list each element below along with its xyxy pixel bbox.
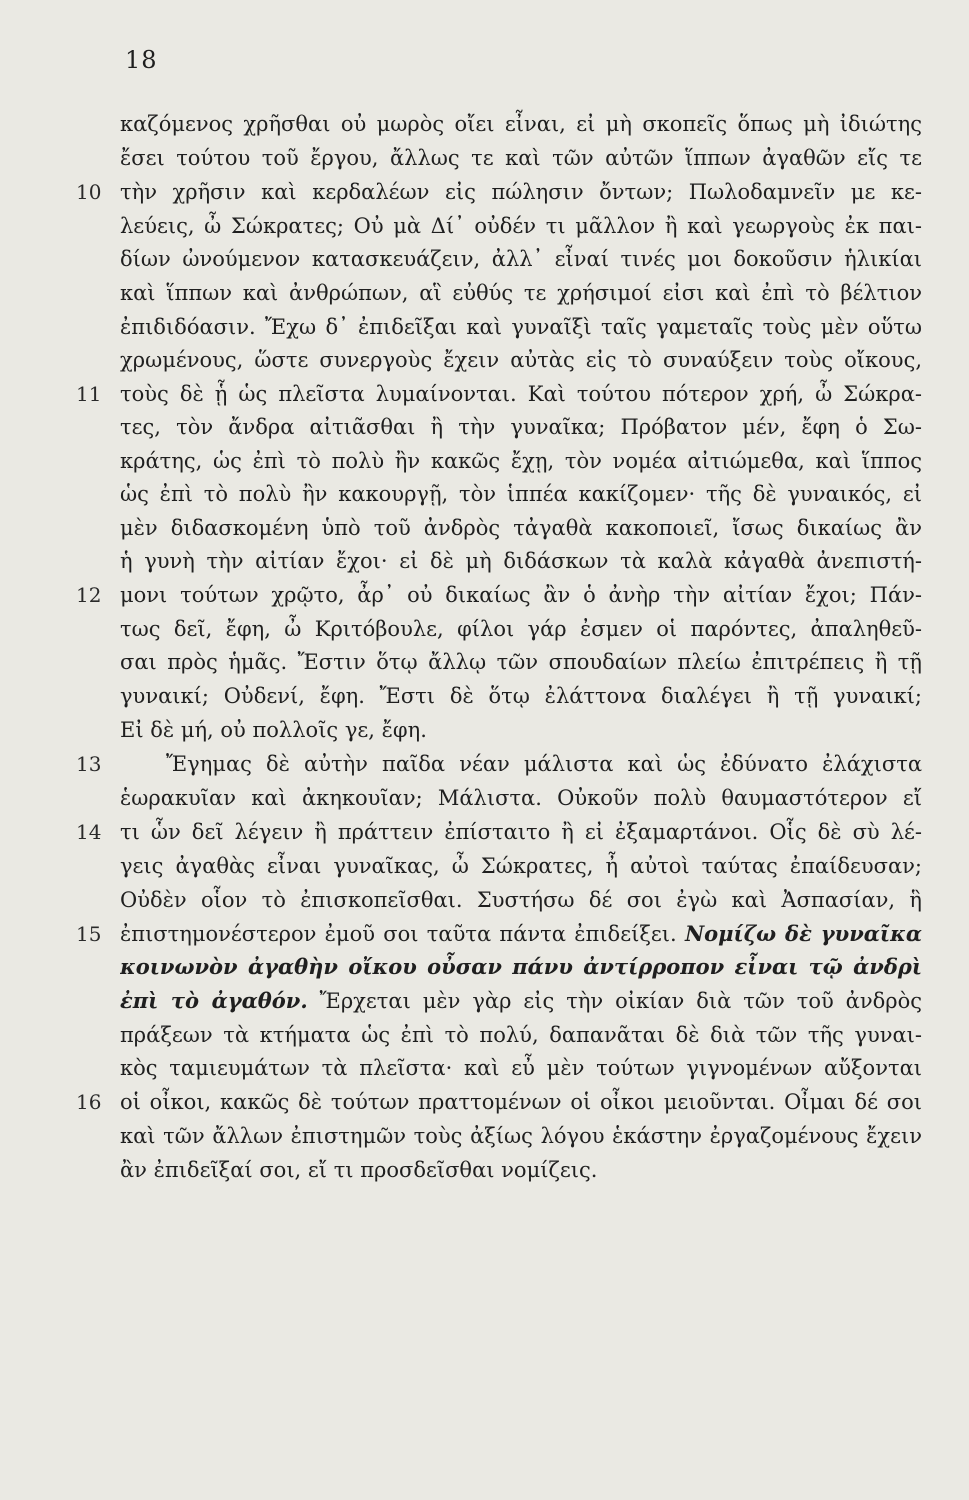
text-line: χρωμένους, ὥστε συνεργοὺς ἔχειν αὐτὰς εἰς τὸ συναύξειν τοὺς οἴκους, [120,348,922,372]
section-number: 12 [76,583,102,607]
text-run: ἐπιστημονέστερον ἐμοῦ σοι ταῦτα πάντα ἐπιδείξει. [120,922,677,946]
text-line: ἑωρακυῖαν καὶ ἀκηκουῖαν; Μάλιστα. Οὐκοῦν πολὺ θαυμαστότερον εἴ [120,786,922,810]
text-line: κράτης, ὡς ἐπὶ τὸ πολὺ ἢν κακῶς ἔχῃ, τὸν νομέα αἰτιώμεθα, καὶ ἵππος [120,449,922,473]
text-line [120,984,922,1018]
text-line [120,950,922,984]
section-number: 15 [76,922,102,946]
text-line: γυναικί; Οὐδενί, ἔφη. Ἔστι δὲ ὅτῳ ἐλάττονα διαλέγει ἢ τῇ γυναικί; [120,684,922,708]
text-line: Ἔγημας δὲ αὐτὴν παῖδα νέαν μάλιστα καὶ ὡς ἐδύνατο ἐλάχιστα [166,752,922,776]
section-number: 10 [76,180,102,204]
text-line: τες, τὸν ἄνδρα αἰτιᾶσθαι ἢ τὴν γυναῖκα; Πρόβατον μέν, ἔφη ὁ Σω- [120,415,922,439]
text-line: καὶ ἵππων καὶ ἀνθρώπων, αἳ εὐθύς τε χρήσιμοί εἰσι καὶ ἐπὶ τὸ βέλτιον [120,281,922,305]
text-line: ὡς ἐπὶ τὸ πολὺ ἢν κακουργῇ, τὸν ἱππέα κακίζομεν· τῆς δὲ γυναικός, εἰ [120,482,922,506]
text-line: ἐπιδιδόασιν. Ἔχω δ᾽ ἐπιδεῖξαι καὶ γυναῖξὶ ταῖς γαμεταῖς τοὺς μὲν οὕτω [120,315,922,339]
text-line: Εἰ δὲ μή, οὐ πολλοῖς γε, ἔφη. [120,718,427,742]
text-line: τοὺς δὲ ᾗ ὡς πλεῖστα λυμαίνονται. Καὶ τούτου πότερον χρή, ὦ Σώκρα- [120,382,922,406]
emphasized-text: Νομίζω δὲ γυναῖκα [684,921,922,946]
text-line: σαι πρὸς ἡμᾶς. Ἔστιν ὅτῳ ἄλλῳ τῶν σπουδαίων πλείω ἐπιτρέπεις ἢ τῇ [120,650,922,674]
emphasized-text: ἐπὶ τὸ ἀγαθόν. [120,988,308,1013]
text-line: κὸς ταμιευμάτων τὰ πλεῖστα· καὶ εὖ μὲν τούτων γιγνομένων αὔξονται [120,1056,922,1080]
section-number: 13 [76,752,102,776]
text-line: τὴν χρῆσιν καὶ κερδαλέων εἰς πώλησιν ὄντων; Πωλοδαμνεῖν με κε- [120,180,922,204]
text-line: οἱ οἶκοι, κακῶς δὲ τούτων πραττομένων οἱ οἶκοι μειοῦνται. Οἶμαι δέ σοι [120,1090,922,1114]
section-number: 14 [76,820,102,844]
text-line: πράξεων τὰ κτήματα ὡς ἐπὶ τὸ πολύ, δαπανᾶται δὲ διὰ τῶν τῆς γυναι- [120,1023,922,1047]
text-line: γεις ἀγαθὰς εἶναι γυναῖκας, ὦ Σώκρατες, ἦ αὐτοὶ ταύτας ἐπαίδευσαν; [120,854,922,878]
text-line: μὲν διδασκομένη ὑπὸ τοῦ ἀνδρὸς τἀγαθὰ κακοποιεῖ, ἴσως δικαίως ἂν [120,516,922,540]
text-line: μονι τούτων χρῷτο, ἆρ᾽ οὐ δικαίως ἂν ὁ ἀνὴρ τὴν αἰτίαν ἔχοι; Πάν- [120,583,922,607]
text-line: δίων ὠνούμενον κατασκευάζειν, ἀλλ᾽ εἶναί τινές μοι δοκοῦσιν ἡλικίαι [120,247,922,271]
text-line: τως δεῖ, ἔφη, ὦ Κριτόβουλε, φίλοι γάρ ἐσμεν οἱ παρόντες, ἀπαληθεῦ- [120,617,922,641]
text-line: ἡ γυνὴ τὴν αἰτίαν ἔχοι· εἰ δὲ μὴ διδάσκων τὰ καλὰ κἀγαθὰ ἀνεπιστή- [120,549,922,573]
section-number: 16 [76,1090,102,1114]
text-line: Οὐδὲν οἷον τὸ ἐπισκοπεῖσθαι. Συστήσω δέ σοι ἐγὼ καὶ Ἀσπασίαν, ἣ [120,888,922,912]
text-line: ἔσει τούτου τοῦ ἔργου, ἄλλως τε καὶ τῶν αὐτῶν ἵππων ἀγαθῶν εἴς τε [120,146,922,170]
section-number: 11 [76,382,102,406]
text-line [120,917,922,951]
text-line: λεύεις, ὦ Σώκρατες; Οὐ μὰ Δί᾽ οὐδέν τι μᾶλλον ἢ καὶ γεωργοὺς ἐκ παι- [120,214,922,238]
text-line: τι ὧν δεῖ λέγειν ἢ πράττειν ἐπίσταιτο ἢ εἰ ἐξαμαρτάνοι. Οἷς δὲ σὺ λέ- [120,820,922,844]
text-run: Ἔρχεται μὲν γὰρ εἰς τὴν οἰκίαν διὰ τῶν τοῦ ἀνδρὸς [319,989,922,1013]
text-line: ἂν ἐπιδεῖξαί σοι, εἴ τι προσδεῖσθαι νομίζεις. [120,1158,598,1182]
page-number: 18 [125,46,158,74]
emphasized-text: κοινωνὸν ἀγαθὴν οἴκου οὖσαν πάνυ ἀντίρροπον εἶναι τῷ ἀνδρὶ [120,954,922,979]
text-line: καὶ τῶν ἄλλων ἐπιστημῶν τοὺς ἀξίως λόγου ἑκάστην ἐργαζομένους ἔχειν [120,1124,922,1148]
text-line: καζόμενος χρῆσθαι οὐ μωρὸς οἴει εἶναι, εἰ μὴ σκοπεῖς ὅπως μὴ ἰδιώτης [120,112,922,136]
